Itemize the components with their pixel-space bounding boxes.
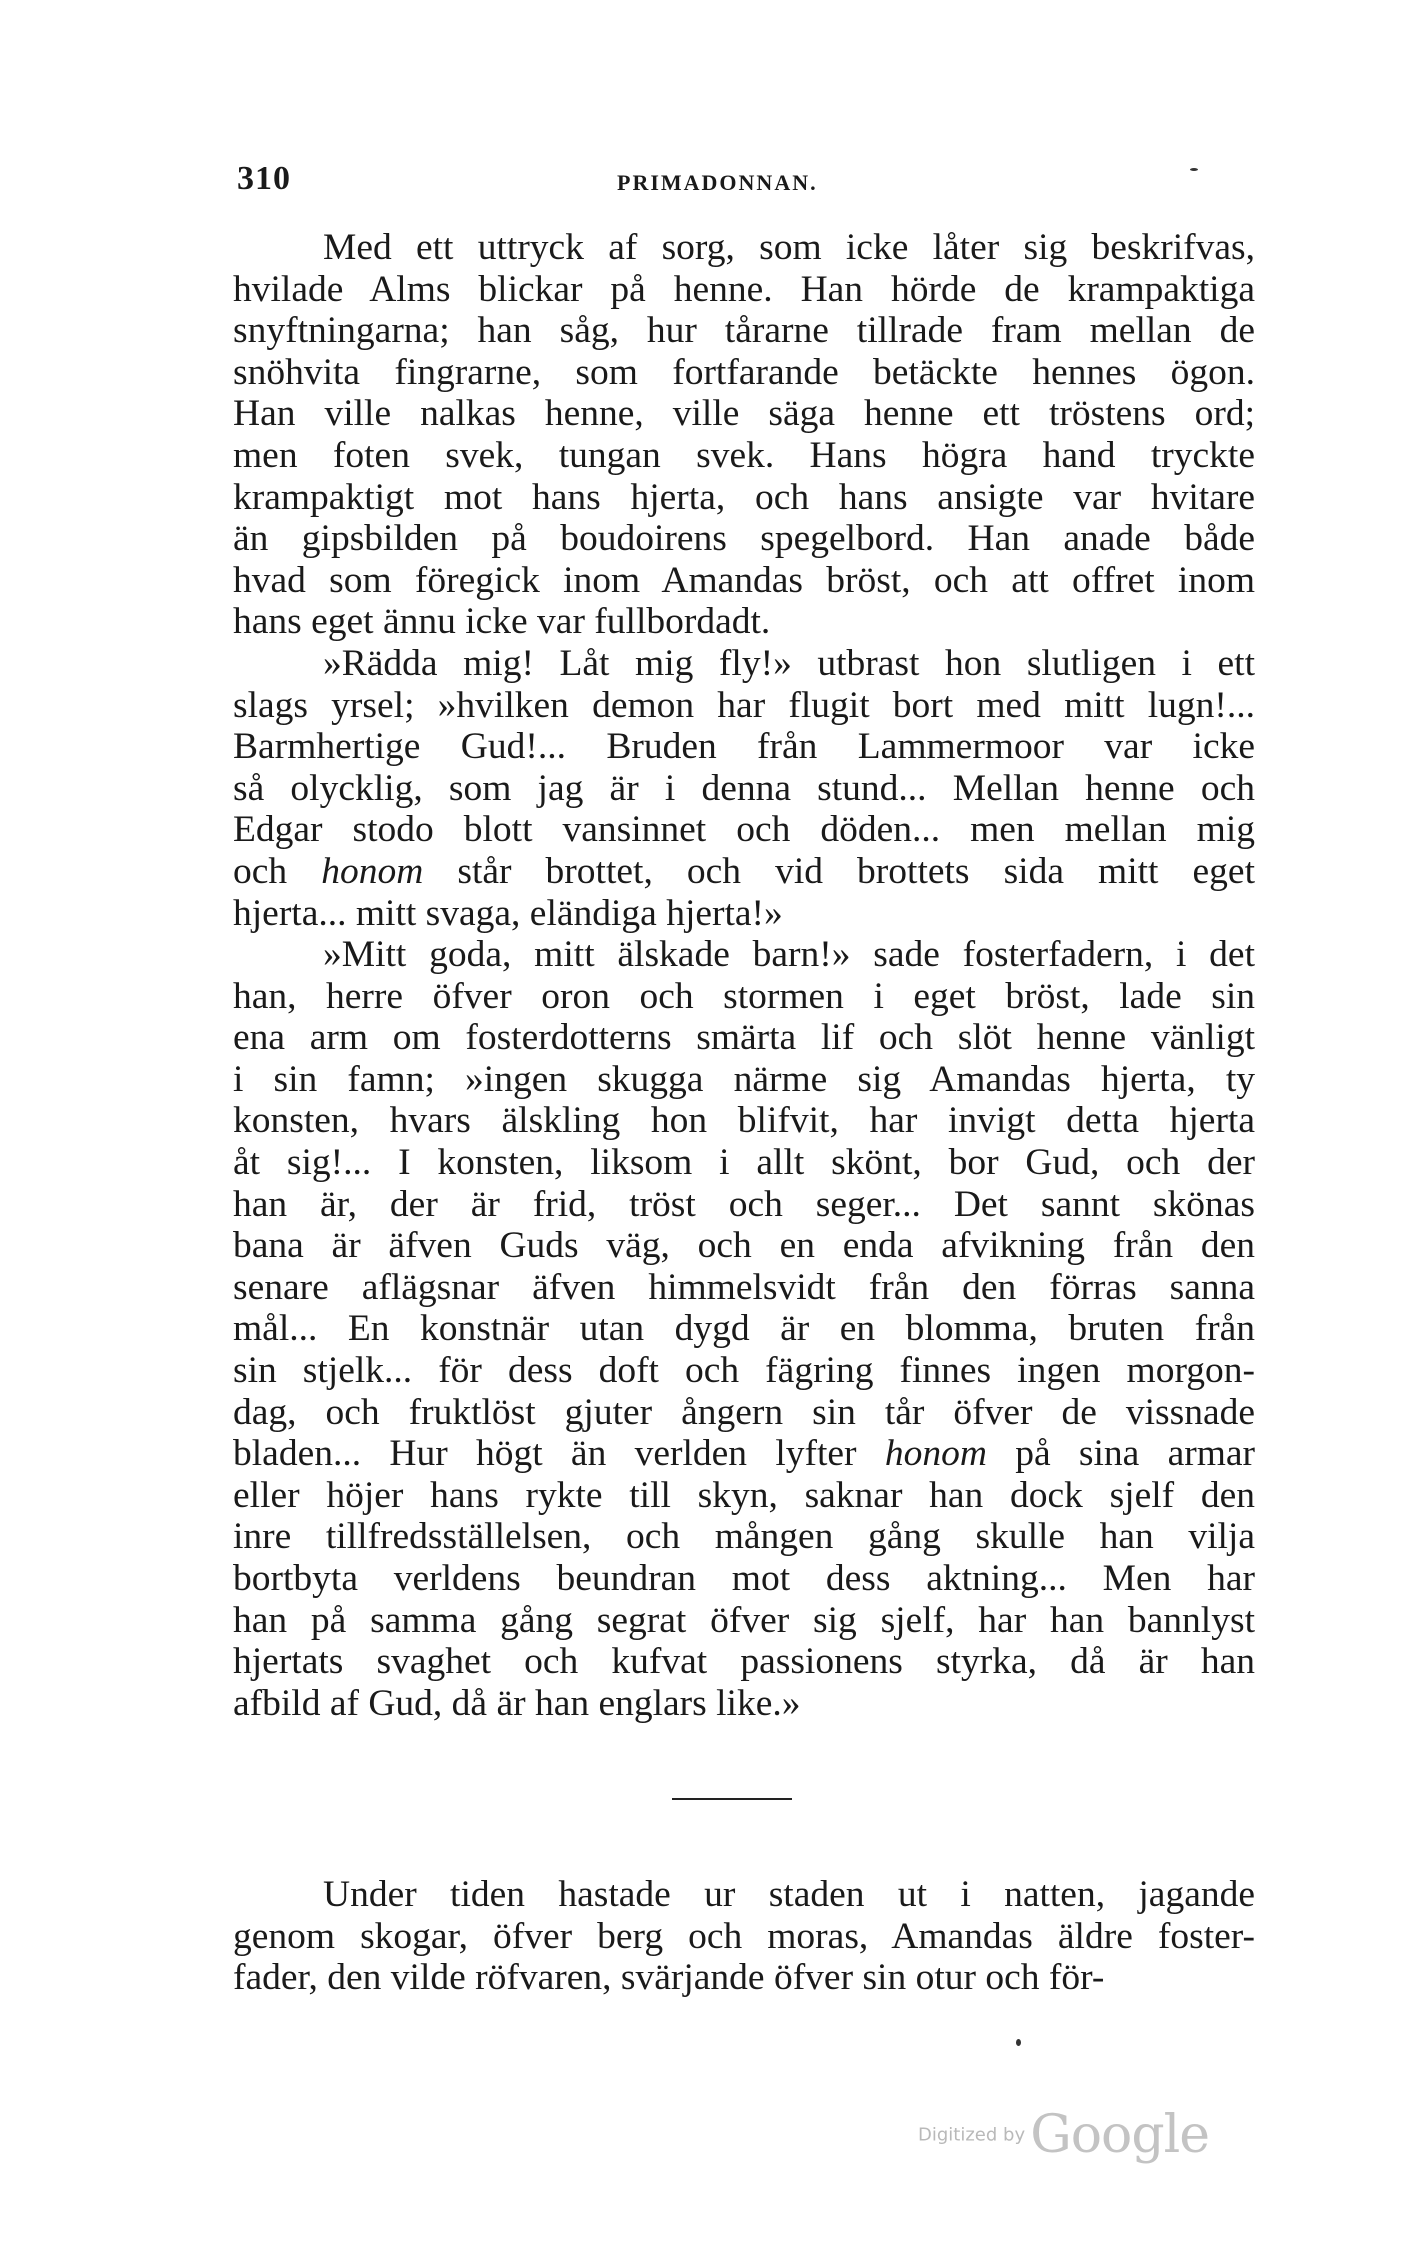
text-line: i sin famn; »ingen skugga närme sig Amandas hjerta, ty	[233, 1058, 1255, 1100]
text-line: snyftningarna; han såg, hur tårarne tillrade fram mellan de	[233, 310, 1255, 352]
text-line: Med ett uttryck af sorg, som icke låter sig beskrifvas,	[323, 227, 1255, 268]
text-line: så olycklig, som jag är i denna stund... Mellan henne och	[233, 767, 1255, 809]
text-line: krampaktigt mot hans hjerta, och hans ansigte var hvitare	[233, 476, 1255, 518]
text-line: genom skogar, öfver berg och moras, Amandas äldre foster-	[233, 1915, 1255, 1957]
emphasis: honom	[884, 1433, 987, 1475]
watermark-prefix: Digitized by	[918, 2124, 1026, 2146]
text-line: konsten, hvars älskling hon blifvit, har invigt detta hjerta	[233, 1100, 1255, 1142]
scan-speck	[1016, 2039, 1021, 2046]
watermark-logo: Google	[1030, 2105, 1210, 2165]
text-line: slags yrsel; »hvilken demon har flugit bort med mitt lugn!...	[233, 684, 1255, 726]
text-line: bana är äfven Guds väg, och en enda afvikning från den	[233, 1225, 1255, 1267]
text-line: inre tillfredsställelsen, och mången gång skulle han vilja	[233, 1516, 1255, 1558]
section-divider	[672, 1798, 792, 1800]
paragraph	[233, 643, 1255, 934]
text-line: bortbyta verldens beundran mot dess aktning... Men har	[233, 1558, 1255, 1599]
text-line: Han ville nalkas henne, ville säga henne ett tröstens ord;	[233, 393, 1255, 435]
text-line: han på samma gång segrat öfver sig sjelf, har han bannlyst	[233, 1599, 1255, 1641]
text-line: snöhvita fingrarne, som fortfarande betäckte hennes ögon.	[233, 351, 1255, 393]
text-line: hjerta... mitt svaga, eländiga hjerta!»	[233, 892, 783, 934]
text-line: Under tiden hastade ur staden ut i natten, jagande	[323, 1874, 1255, 1915]
text-line: senare aflägsnar äfven himmelsvidt från den förras sanna	[233, 1266, 1255, 1308]
text-line: Barmhertige Gud!... Bruden från Lammermoor var icke	[233, 726, 1255, 768]
paragraph	[233, 227, 1255, 643]
text-line: hvad som föregick inom Amandas bröst, och att offret inom	[233, 559, 1255, 601]
text-line: ena arm om fosterdotterns smärta lif och slöt henne vänligt	[233, 1017, 1255, 1059]
text-line: bladen... Hur högt än verlden lyfter honom på sina armar	[233, 1433, 1256, 1475]
emphasis: honom	[321, 850, 424, 892]
text-line: sin stjelk... för dess doft och fägring finnes ingen morgon-	[233, 1350, 1255, 1392]
text-line: hjertats svaghet och kufvat passionens styrka, då är han	[233, 1641, 1255, 1683]
text-line: han, herre öfver oron och stormen i eget bröst, lade sin	[233, 975, 1255, 1017]
text-line: dag, och fruktlöst gjuter ångern sin tår öfver de vissnade	[233, 1391, 1255, 1433]
text-line: eller höjer hans rykte till skyn, saknar han dock sjelf den	[233, 1474, 1255, 1516]
running-title: PRIMADONNAN.	[617, 170, 818, 195]
paragraph	[233, 934, 1255, 1724]
body-text-block-continued	[233, 1874, 1255, 1999]
scan-speck	[1190, 168, 1198, 171]
text-line: »Rädda mig! Låt mig fly!» utbrast hon slutligen i ett	[323, 642, 1255, 684]
text-line: hvilade Alms blickar på henne. Han hörde de krampaktiga	[233, 268, 1255, 310]
text-line: Edgar stodo blott vansinnet och döden... men mellan mig	[233, 809, 1255, 851]
text-line: han är, der är frid, tröst och seger... Det sannt skönas	[233, 1183, 1255, 1225]
text-line: mål... En konstnär utan dygd är en blomma, bruten från	[233, 1308, 1255, 1350]
running-head	[237, 160, 1237, 206]
text-line: »Mitt goda, mitt älskade barn!» sade fosterfadern, i det	[323, 934, 1255, 976]
text-line: än gipsbilden på boudoirens spegelbord. Han anade både	[233, 518, 1255, 560]
text-line: åt sig!... I konsten, liksom i allt skönt, bor Gud, och der	[233, 1142, 1255, 1184]
page-number: 310	[237, 160, 291, 197]
text-line: och honom står brottet, och vid brottets sida mitt eget	[233, 850, 1255, 892]
paragraph	[233, 1874, 1255, 1999]
digitization-watermark	[918, 2105, 1209, 2165]
text-line: afbild af Gud, då är han englars like.»	[233, 1682, 801, 1724]
body-text-block	[233, 227, 1255, 1724]
text-line: hans eget ännu icke var fullbordadt.	[233, 601, 771, 643]
text-line: men foten svek, tungan svek. Hans högra hand tryckte	[233, 434, 1255, 476]
text-line: fader, den vilde röfvaren, svärjande öfver sin otur och för-	[233, 1957, 1105, 1999]
